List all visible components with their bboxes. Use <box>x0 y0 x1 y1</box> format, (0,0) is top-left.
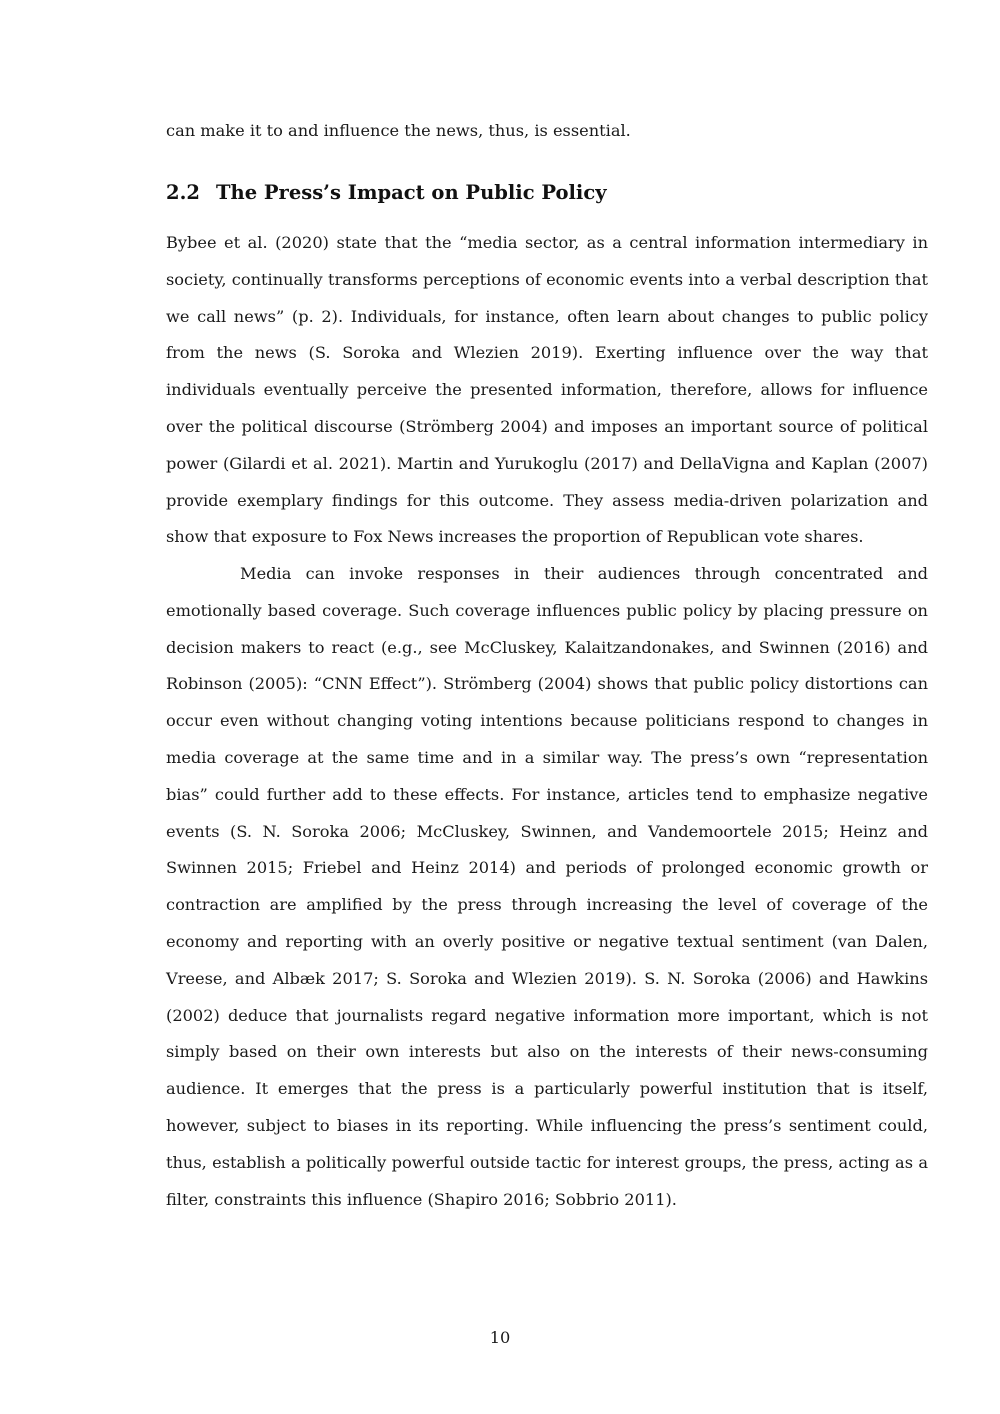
paragraph-1: Bybee et al. (2020) state that the “media sector, as a central information intermediary in society, continually transforms perceptions of economic events into a verbal description that we call news” (p. 2). Individuals, for instance, often learn about changes to public policy from the news (S. Soroka and Wlezien 2019). Exerting influence over the way that individuals eventually perceive the presented information, therefore, allows for influence over the political discourse (Strömberg 2004) and imposes an important source of political power (Gilardi et al. 2021). Martin and Yurukoglu (2017) and DellaVigna and Kaplan (2007) provide exemplary findings for this outcome. They assess media-driven polarization and show that exposure to Fox News increases the proportion of Republican vote shares. <box>166 233 928 547</box>
paragraph-2: Media can invoke responses in their audiences through concentrated and emotionally based coverage. Such coverage influences public policy by placing pressure on decision makers to react (e.g., see McCluskey, Kalaitzandonakes, and Swinnen (2016) and Robinson (2005): “CNN Effect”). Strömberg (2004) shows that public policy distortions can occur even without changing voting intentions because politicians respond to changes in media coverage at the same time and in a similar way. The press’s own “representation bias” could further add to these effects. For instance, articles tend to emphasize negative events (S. N. Soroka 2006; McCluskey, Swinnen, and Vandemoortele 2015; Heinz and Swinnen 2015; Friebel and Heinz 2014) and periods of prolonged economic growth or contraction are amplified by the press through increasing the level of coverage of the economy and reporting with an overly positive or negative textual sentiment (van Dalen, Vreese, and Albæk 2017; S. Soroka and Wlezien 2019). S. N. Soroka (2006) and Hawkins (2002) deduce that journalists regard negative information more important, which is not simply based on their own interests but also on the interests of their news-consuming audience. It emerges that the press is a particularly powerful institution that is itself, however, subject to biases in its reporting. While influencing the press’s sentiment could, thus, establish a politically powerful outside tactic for interest groups, the press, acting as a filter, constraints this influence (Shapiro 2016; Sobbrio 2011). <box>166 564 928 1209</box>
section-number: 2.2 <box>166 181 200 204</box>
section-heading <box>166 178 607 208</box>
page-number: 10 <box>489 1328 511 1347</box>
continuation-text: can make it to and influence the news, thus, is essential. <box>166 121 631 140</box>
section-title: The Press’s Impact on Public Policy <box>216 181 607 204</box>
